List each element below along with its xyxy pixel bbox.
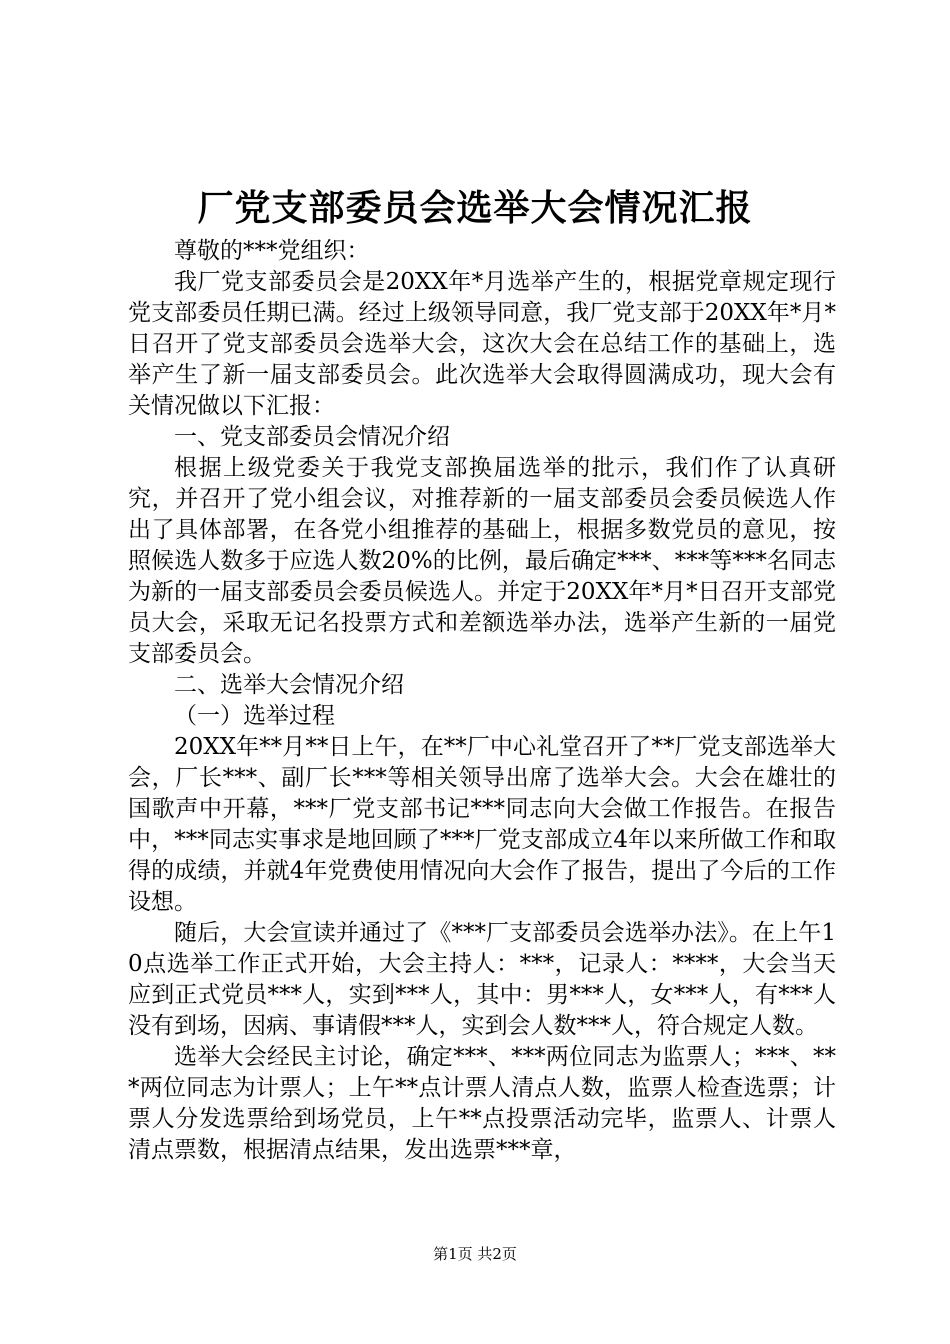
section-heading-2: 二、选举大会情况介绍 (174, 672, 404, 698)
process-paragraph-1: 20XX年**月**日上午，在**厂中心礼堂召开了**厂党支部选举大会，厂长***、副厂长***等相关领导出席了选举大会。大会在雄壮的国歌声中开幕，***厂党支部书记***同志向大会做工作报告。在报告中，***同志实事求是地回顾了***厂党支部成立4年以来所做工作和取得的成绩，并就4年党费使用情况向大会作了报告，提出了今后的工作设想。 (128, 734, 836, 915)
document-title: 厂党支部委员会选举大会情况汇报 (197, 187, 753, 229)
process-paragraph-2: 随后，大会宣读并通过了《***厂支部委员会选举办法》。在上午10点选举工作正式开始，大会主持人：***，记录人：****，大会当天应到正式党员***人，实到***人，其中：男***人，女***人，有***人没有到场，因病、事请假***人，实到会人数***人，符合规定人数。 (128, 920, 836, 1039)
document-body (128, 236, 836, 1166)
page-number-footer: 第1页 共2页 (433, 1245, 517, 1263)
subsection-heading-1: （一）选举过程 (174, 703, 335, 729)
salutation: 尊敬的***党组织： (174, 238, 370, 264)
section-1-paragraph: 根据上级党委关于我党支部换届选举的批示，我们作了认真研究，并召开了党小组会议，对推荐新的一届支部委员会委员候选人作出了具体部署，在各党小组推荐的基础上，根据多数党员的意见，按照候选人数多于应选人数20%的比例，最后确定***、***等***名同志为新的一届支部委员会委员候选人。并定于20XX年*月*日召开支部党员大会，采取无记名投票方式和差额选举办法，选举产生新的一届党支部委员会。 (128, 455, 836, 667)
section-heading-1: 一、党支部委员会情况介绍 (174, 424, 450, 450)
intro-paragraph: 我厂党支部委员会是20XX年*月选举产生的，根据党章规定现行党支部委员任期已满。经过上级领导同意，我厂党支部于20XX年*月*日召开了党支部委员会选举大会，这次大会在总结工作的基础上，选举产生了新一届支部委员会。此次选举大会取得圆满成功，现大会有关情况做以下汇报： (128, 269, 836, 419)
process-paragraph-3: 选举大会经民主讨论，确定***、***两位同志为监票人；***、***两位同志为计票人；上午**点计票人清点人数，监票人检查选票；计票人分发选票给到场党员，上午**点投票活动完毕，监票人、计票人清点票数，根据清点结果，发出选票***章， (128, 1044, 836, 1163)
